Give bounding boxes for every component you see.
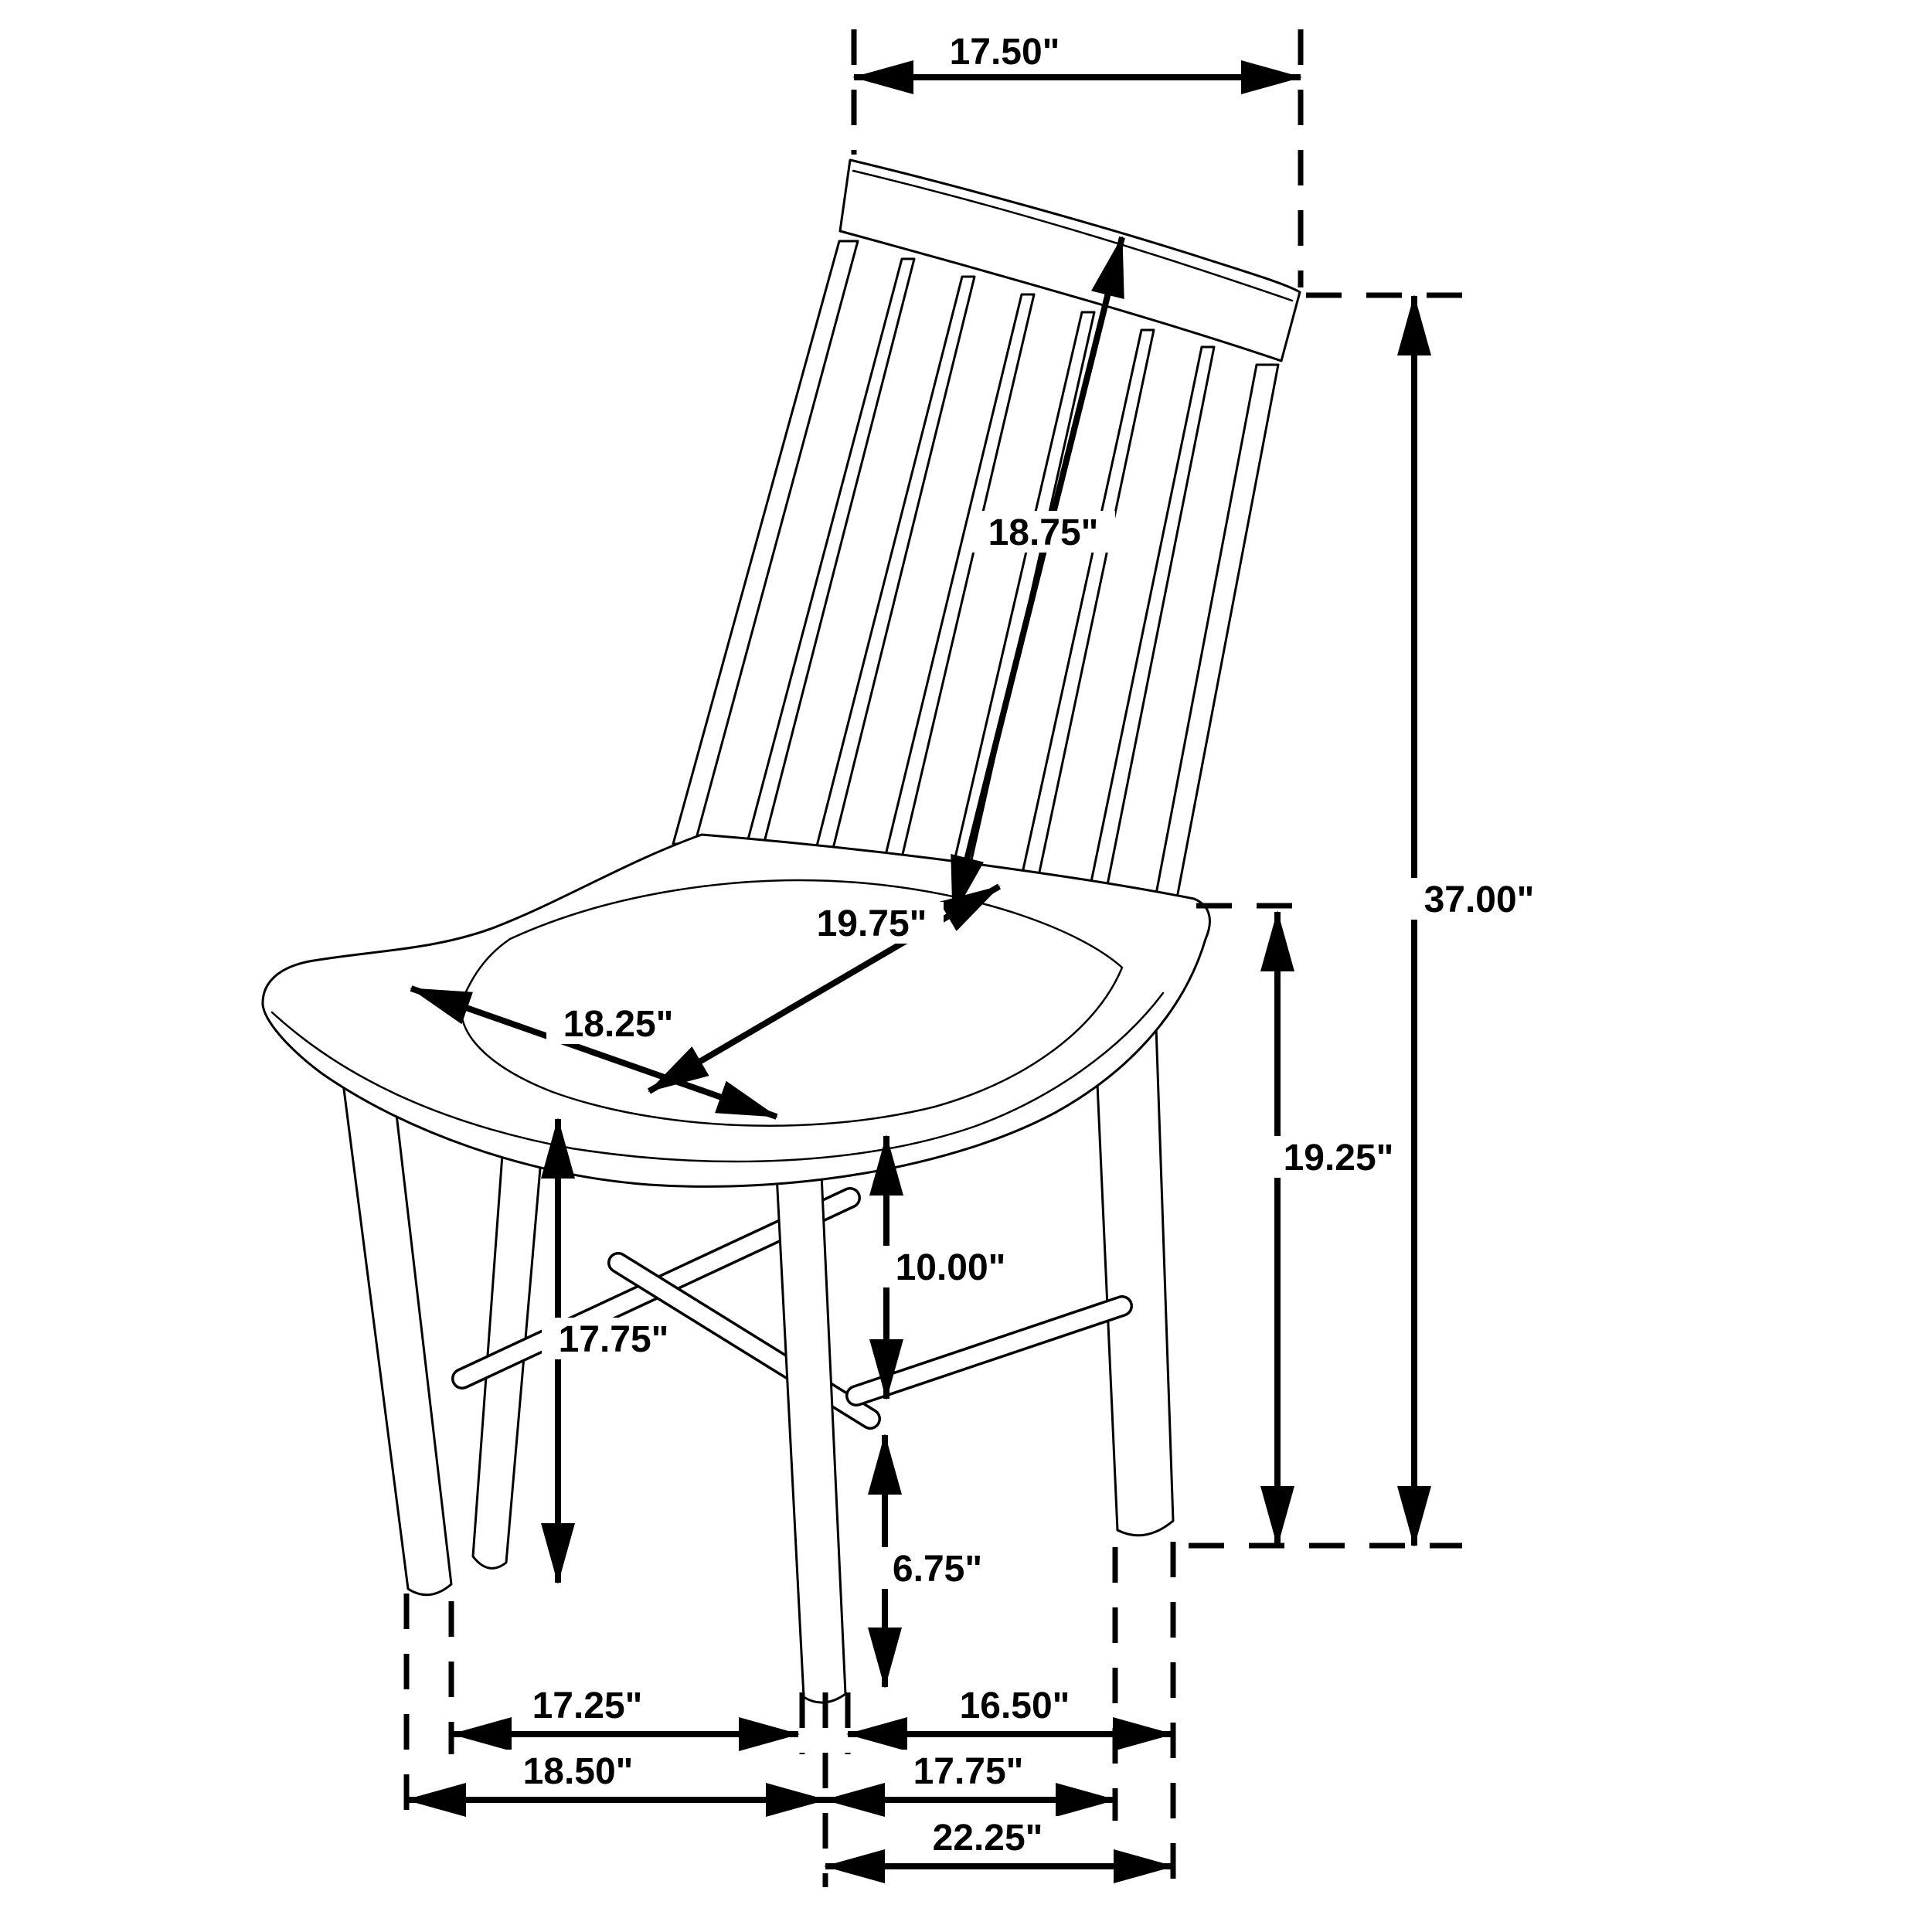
dim-label-side-leg-mid-spacing: 17.75": [913, 1751, 1024, 1792]
dim-label-overall-height: 37.00": [1423, 879, 1535, 920]
dimension-overall-depth: [825, 1816, 1173, 1866]
spindle: [1018, 330, 1154, 894]
dim-label-stretcher-to-floor: 6.75": [892, 1549, 983, 1590]
dimension-side-leg-inner-spacing: [848, 1684, 1172, 1734]
dim-label-back-top-width: 17.50": [949, 32, 1060, 73]
dimension-front-leg-outer-spacing: [406, 1750, 825, 1800]
spindle: [949, 312, 1094, 884]
dim-label-overall-depth: 22.25": [932, 1818, 1043, 1859]
dim-label-front-leg-outer-spacing: 18.50": [522, 1751, 634, 1792]
dim-label-seat-height: 19.25": [1283, 1138, 1394, 1179]
dimension-seat-underside-to-floor: [542, 1119, 685, 1583]
dim-label-seat-to-stretcher: 10.00": [895, 1247, 1006, 1288]
dimension-seat-height: [1267, 912, 1410, 1546]
spindle: [1087, 347, 1214, 904]
back-post-right: [1152, 365, 1278, 914]
front-left-leg: [342, 1068, 451, 1595]
dimension-back-top-width: [854, 30, 1301, 77]
chair-line-art: [263, 160, 1300, 1702]
dimension-overall-height: [1407, 296, 1551, 1546]
seat: [263, 835, 1210, 1186]
dimension-stretcher-to-floor: [876, 1435, 998, 1687]
dim-label-side-leg-inner-spacing: 16.50": [959, 1685, 1070, 1726]
spindle: [812, 277, 975, 864]
dim-label-front-leg-inner-spacing: 17.25": [532, 1685, 643, 1726]
dim-label-seat-width: 18.25": [563, 1004, 674, 1045]
dim-label-seat-underside-to-floor: 17.75": [558, 1319, 669, 1360]
dim-label-backrest-length: 18.75": [988, 512, 1099, 553]
dim-label-seat-depth: 19.75": [816, 903, 927, 944]
dimension-side-leg-mid-spacing: [825, 1750, 1115, 1800]
spindle: [881, 294, 1034, 874]
dimension-front-leg-inner-spacing: [452, 1684, 798, 1734]
